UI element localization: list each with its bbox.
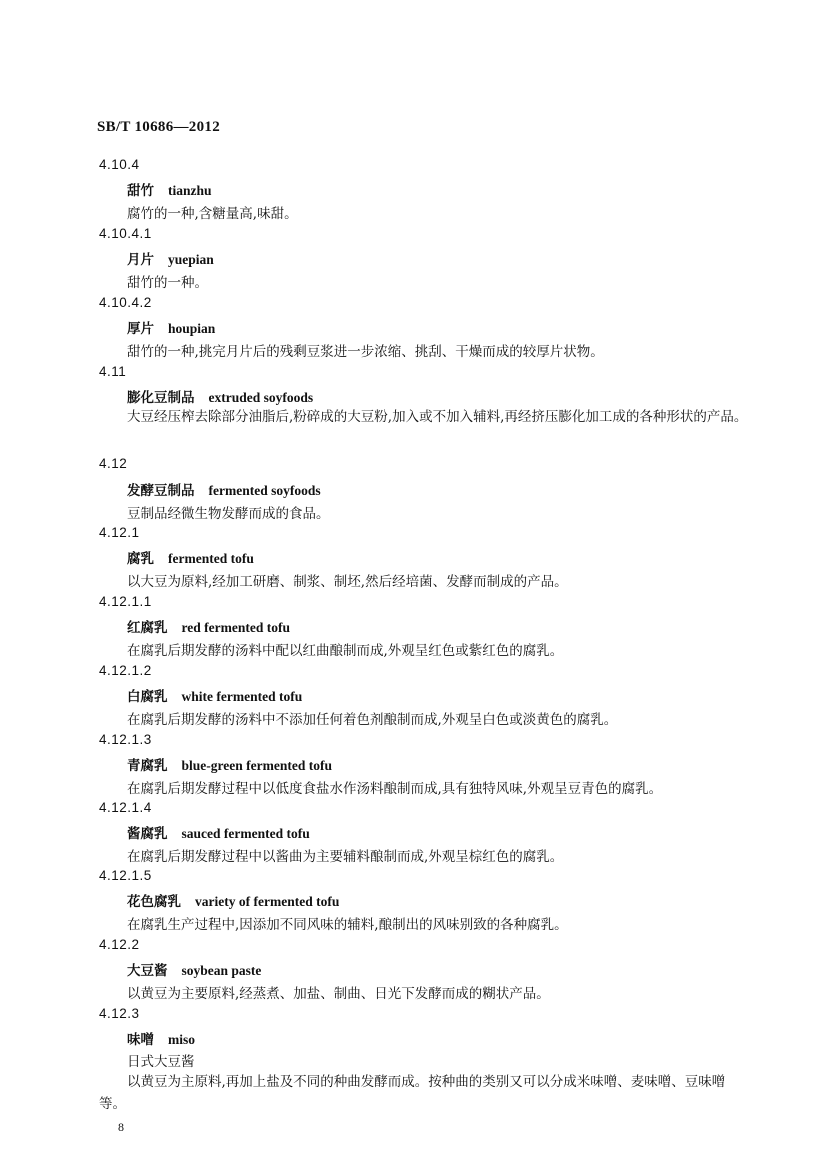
term-heading <box>127 386 313 406</box>
term-definition: 在腐乳生产过程中,因添加不同风味的辅料,酿制出的风味别致的各种腐乳。 <box>127 917 568 933</box>
term-en: extruded soyfoods <box>208 390 314 405</box>
term-en: variety of fermented tofu <box>195 894 340 909</box>
clause-number: 4.12 <box>99 456 128 471</box>
term-en: white fermented tofu <box>181 689 303 704</box>
term-heading <box>127 685 302 705</box>
clause-number: 4.11 <box>99 364 127 379</box>
term-zh: 红腐乳 <box>127 620 168 636</box>
term-heading <box>127 547 254 567</box>
term-definition: 以黄豆为主原料,再加上盐及不同的种曲发酵而成。按种曲的类别又可以分成米味噌、麦味噌、豆味噌等。 <box>99 1074 726 1112</box>
term-en: red fermented tofu <box>181 620 290 635</box>
term-zh: 腐乳 <box>127 551 154 567</box>
term-definition: 在腐乳后期发酵过程中以低度食盐水作汤料酿制而成,具有独特风味,外观呈豆青色的腐乳。 <box>127 781 663 797</box>
term-definition: 甜竹的一种,挑完月片后的残剩豆浆进一步浓缩、挑刮、干燥而成的较厚片状物。 <box>127 344 604 360</box>
term-en: soybean paste <box>181 963 262 978</box>
term-heading <box>127 822 310 842</box>
term-zh: 甜竹 <box>127 183 154 199</box>
term-zh: 花色腐乳 <box>127 894 181 910</box>
term-zh: 膨化豆制品 <box>127 390 195 406</box>
term-definition: 在腐乳后期发酵的汤料中配以红曲酿制而成,外观呈红色或紫红色的腐乳。 <box>127 643 564 659</box>
term-heading <box>127 890 339 910</box>
term-en: miso <box>168 1032 195 1047</box>
clause-number: 4.10.4.1 <box>99 226 152 241</box>
term-en: fermented tofu <box>168 551 254 566</box>
clause-number: 4.12.3 <box>99 1006 140 1021</box>
clause-number: 4.12.1.2 <box>99 663 152 678</box>
term-en: blue-green fermented tofu <box>181 758 332 773</box>
document-code: SB/T 10686—2012 <box>97 119 220 135</box>
term-en: houpian <box>168 321 216 336</box>
term-en: tianzhu <box>168 183 212 198</box>
term-zh: 味噌 <box>127 1032 154 1048</box>
term-en: yuepian <box>168 252 214 267</box>
clause-number: 4.12.1.1 <box>99 594 152 609</box>
term-heading <box>127 754 332 774</box>
term-heading <box>127 479 321 499</box>
term-synonym: 日式大豆酱 <box>127 1054 195 1070</box>
term-zh: 月片 <box>127 252 154 268</box>
term-zh: 青腐乳 <box>127 758 168 774</box>
term-definition: 以大豆为原料,经加工研磨、制浆、制坯,然后经培菌、发酵而制成的产品。 <box>127 574 568 590</box>
term-definition: 在腐乳后期发酵过程中以酱曲为主要辅料酿制而成,外观呈棕红色的腐乳。 <box>127 849 564 865</box>
clause-number: 4.12.1.5 <box>99 868 152 883</box>
term-en: sauced fermented tofu <box>181 826 310 841</box>
page-number: 8 <box>118 1120 124 1134</box>
clause-number: 4.12.1.4 <box>99 800 152 815</box>
term-definition: 腐竹的一种,含糖量高,味甜。 <box>127 206 298 222</box>
term-definition: 豆制品经微生物发酵而成的食品。 <box>127 506 330 522</box>
term-definition: 甜竹的一种。 <box>127 275 208 291</box>
term-zh: 酱腐乳 <box>127 826 168 842</box>
clause-number: 4.12.1 <box>99 525 140 540</box>
term-definition: 大豆经压榨去除部分油脂后,粉碎成的大豆粉,加入或不加入辅料,再经挤压膨化加工成的各种形状的产品。 <box>127 409 748 425</box>
term-definition: 在腐乳后期发酵的汤料中不添加任何着色剂酿制而成,外观呈白色或淡黄色的腐乳。 <box>127 712 618 728</box>
term-definition: 以黄豆为主要原料,经蒸煮、加盐、制曲、日光下发酵而成的糊状产品。 <box>127 986 550 1002</box>
term-zh: 发酵豆制品 <box>127 483 195 499</box>
term-heading <box>127 248 214 268</box>
term-en: fermented soyfoods <box>208 483 321 498</box>
clause-number: 4.12.2 <box>99 937 140 952</box>
clause-number: 4.10.4 <box>99 157 140 172</box>
term-heading <box>127 959 261 979</box>
clause-number: 4.10.4.2 <box>99 295 152 310</box>
clause-number: 4.12.1.3 <box>99 732 152 747</box>
term-zh: 白腐乳 <box>127 689 168 705</box>
term-heading <box>127 1028 195 1048</box>
term-heading <box>127 179 212 199</box>
term-heading <box>127 616 290 636</box>
term-heading <box>127 317 215 337</box>
term-zh: 厚片 <box>127 321 154 337</box>
term-zh: 大豆酱 <box>127 963 168 979</box>
